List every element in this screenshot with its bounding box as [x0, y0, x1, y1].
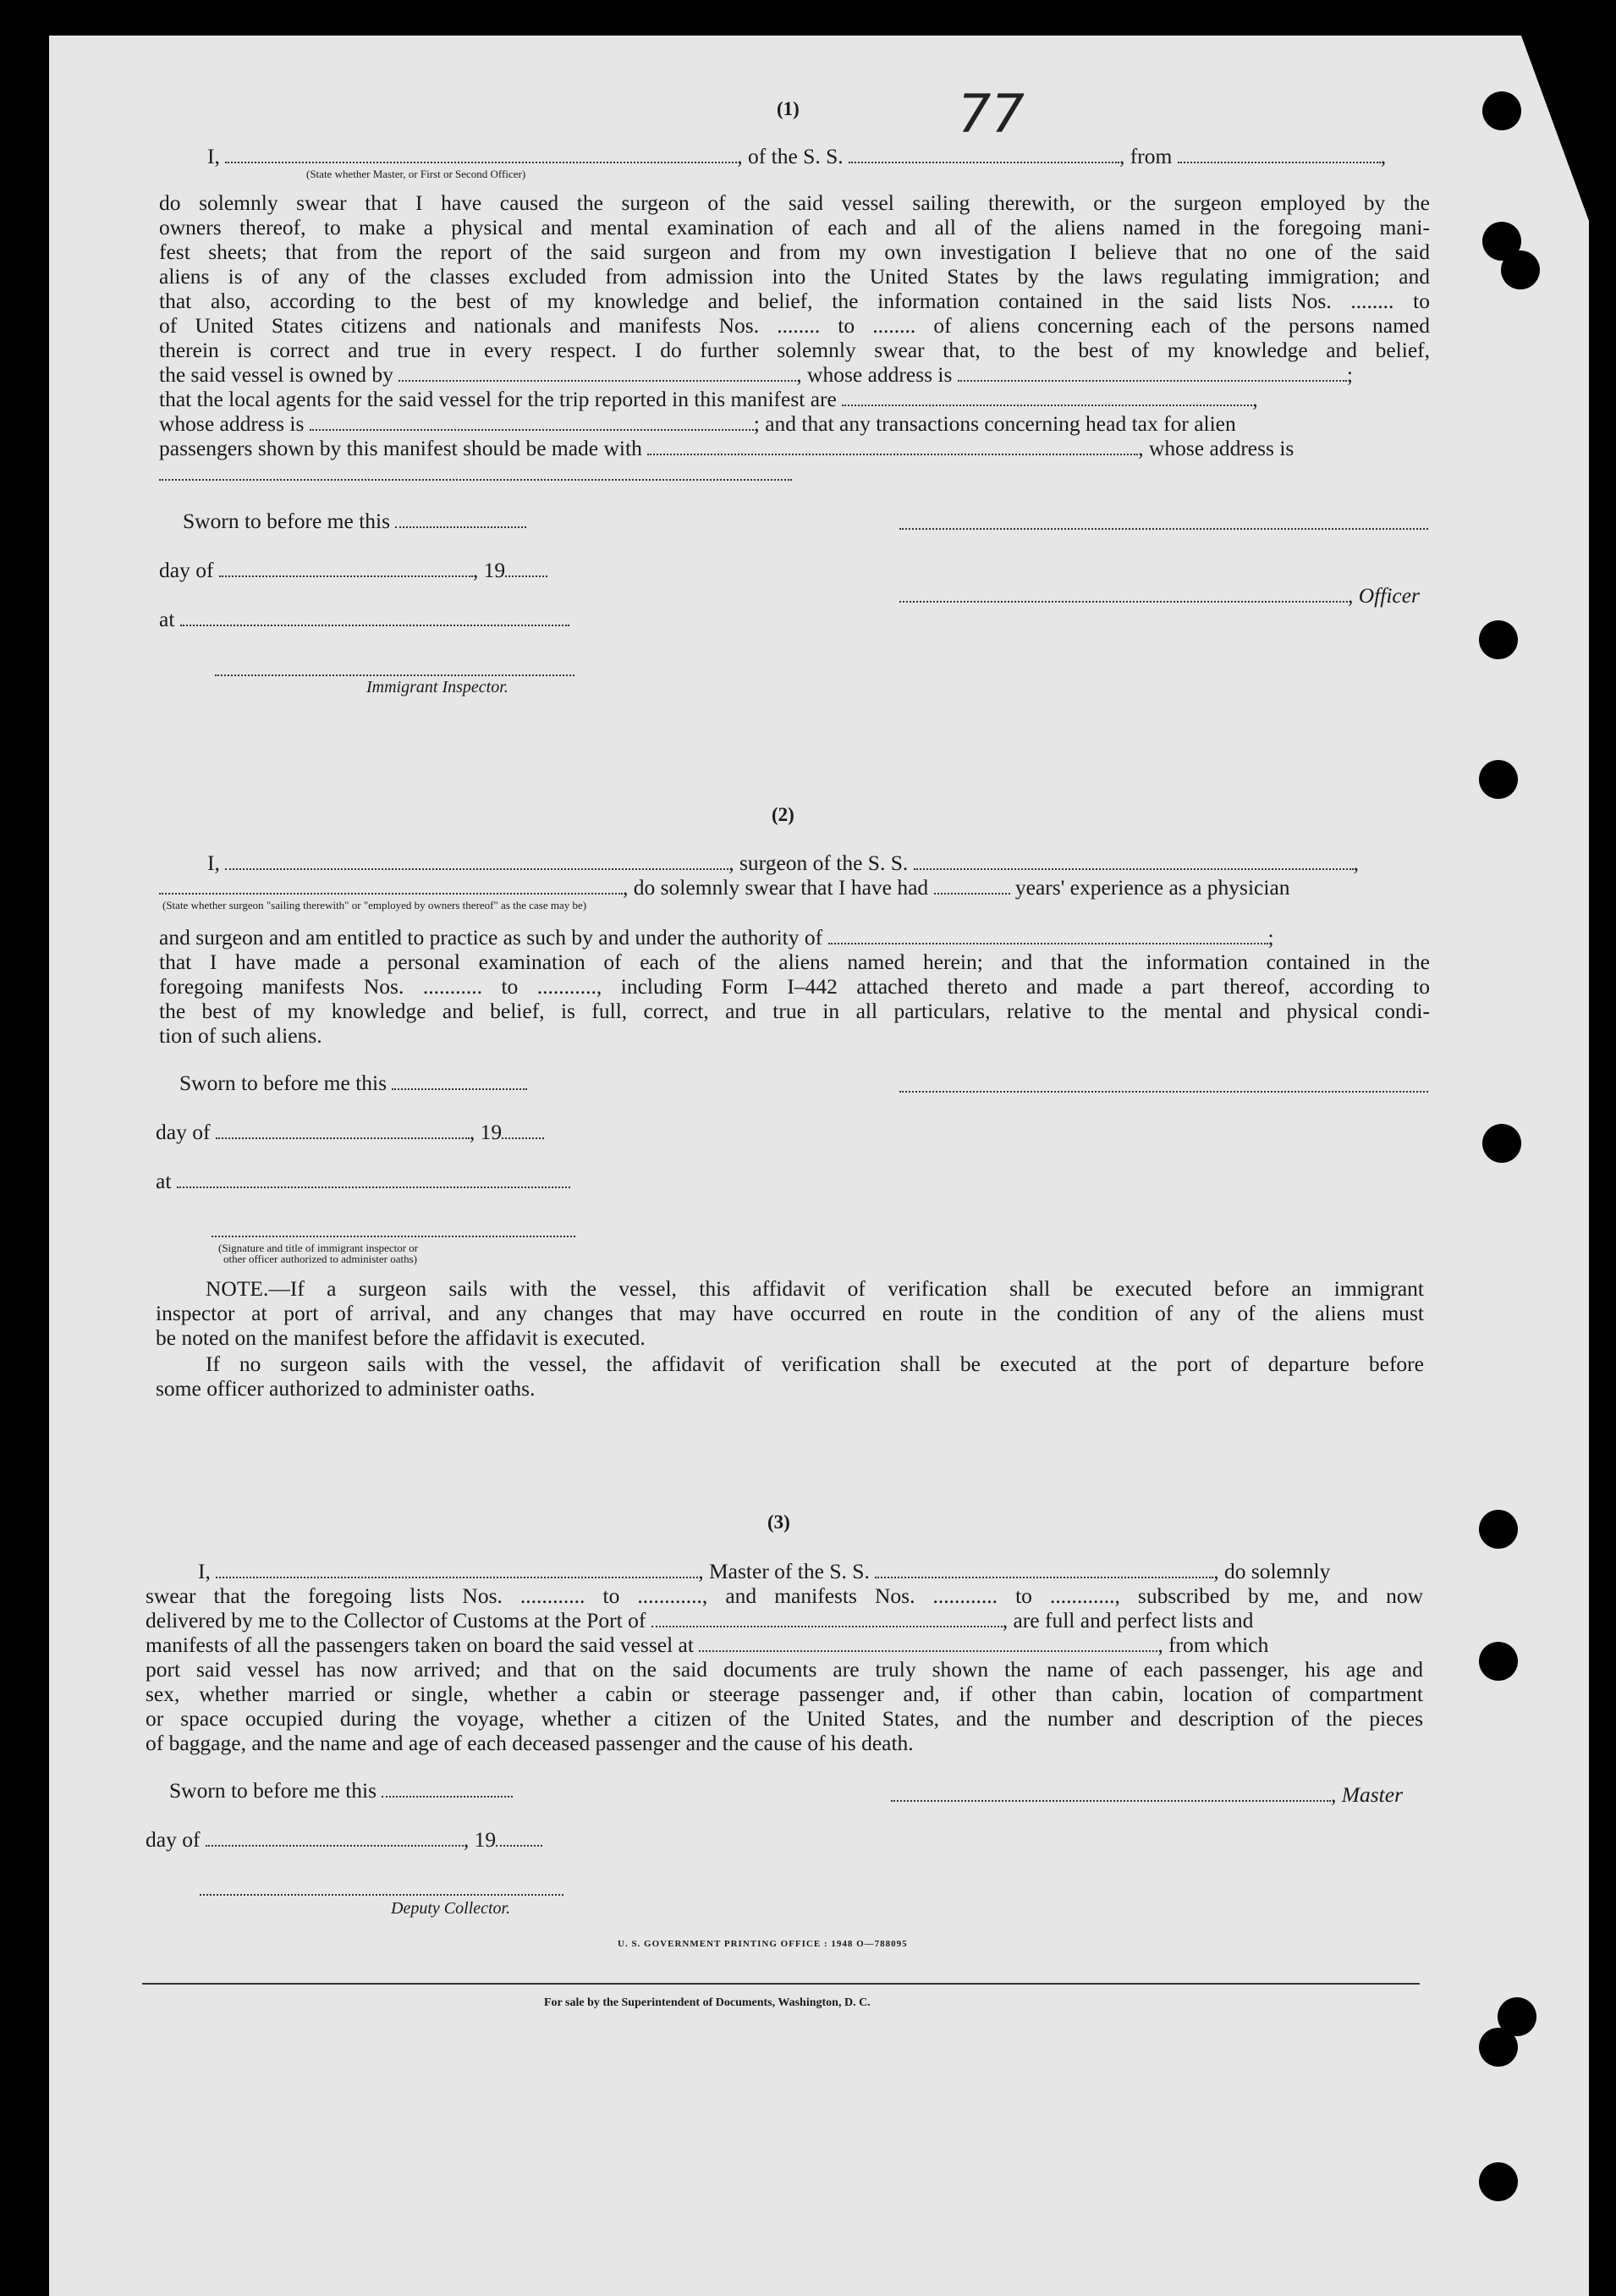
- s1-agents-field[interactable]: [842, 405, 1252, 406]
- s2-note-2: inspector at port of arrival, and any changes that may have occurred en route in the condition of any of the aliens must: [156, 1301, 1424, 1325]
- s2-years-label: years' experience as a physician: [1014, 875, 1290, 900]
- s2-body-2: that I have made a personal examination of each of the aliens named herein; and that the information contained in the: [159, 950, 1430, 974]
- s1-comma-2: ,: [1252, 387, 1258, 411]
- section-3-number: (3): [767, 1511, 790, 1533]
- punch-hole-5: [1479, 760, 1518, 799]
- s2-month-field[interactable]: [216, 1137, 470, 1139]
- s3-port-label: delivered by me to the Collector of Customs at the Port of: [146, 1608, 646, 1633]
- s3-body-7: of baggage, and the name and age of each deceased passenger and the cause of his death.: [146, 1731, 914, 1755]
- s1-comma: ,: [1380, 144, 1387, 168]
- s1-i-label: I,: [207, 144, 220, 168]
- s1-ss-label: , of the S. S.: [737, 144, 844, 168]
- s2-line1: [207, 851, 1359, 875]
- s1-agents-address-line: [159, 411, 1236, 436]
- punch-hole-10: [1479, 2028, 1518, 2067]
- s1-headtax-label: ; and that any transactions concerning head tax for alien: [753, 411, 1236, 436]
- s2-i-label: I,: [207, 851, 220, 875]
- s1-owner-address-field[interactable]: [958, 380, 1347, 382]
- s1-officer-signature-field-1[interactable]: [899, 528, 1428, 530]
- s1-address-label: whose address is: [159, 411, 305, 436]
- s2-note-3: be noted on the manifest before the affidavit is executed.: [156, 1325, 646, 1350]
- s1-from-field[interactable]: [1178, 162, 1381, 163]
- punch-hole-6: [1482, 1124, 1521, 1163]
- s2-vessel-field[interactable]: [914, 868, 1354, 870]
- punch-hole-3: [1501, 251, 1540, 289]
- s1-at-label: at: [159, 607, 175, 631]
- s1-body-7: therein is correct and true in every respect. I do further solemnly swear that, to the best of my knowledge and belief,: [159, 338, 1430, 362]
- s1-year-label: , 19: [472, 558, 506, 582]
- punch-hole-7: [1479, 1510, 1518, 1549]
- s1-owned-label: the said vessel is owned by: [159, 362, 393, 387]
- s3-body-1: swear that the foregoing lists Nos. ............ to ............, and manifests Nos. ............ to ............, subscribed by me, and now: [146, 1583, 1423, 1608]
- s3-vessel-field[interactable]: [875, 1577, 1213, 1578]
- s3-line1: [198, 1559, 1330, 1583]
- s3-boarded-at-field[interactable]: [699, 1650, 1157, 1652]
- s1-vessel-field[interactable]: [849, 162, 1119, 163]
- s1-officer-line: [899, 583, 1420, 608]
- s3-deputy-signature-field[interactable]: [200, 1894, 563, 1896]
- s1-year-field[interactable]: [505, 575, 547, 577]
- s1-month-field[interactable]: [219, 575, 473, 577]
- s1-body-6: of United States citizens and nationals and manifests Nos. ........ to ........ of aliens concerning each of the persons named: [159, 313, 1430, 338]
- s2-semi: ;: [1267, 925, 1274, 950]
- s3-from-which-label: , from which: [1157, 1633, 1269, 1657]
- s2-year-field[interactable]: [502, 1137, 544, 1139]
- s3-master-signature-field[interactable]: [891, 1800, 1331, 1802]
- s3-body-6: or space occupied during the voyage, whether a citizen of the United States, and the number and description of the pieces: [146, 1706, 1423, 1731]
- s1-officer-signature-field-2[interactable]: [899, 601, 1348, 603]
- s1-made-address-label: , whose address is: [1138, 436, 1294, 460]
- s2-body-3: foregoing manifests Nos. ........... to ..........., including Form I–442 attached thereto and made a part thereof, according to: [159, 974, 1430, 999]
- s3-master-line: [891, 1782, 1403, 1807]
- punch-hole-4: [1479, 620, 1518, 659]
- s2-sworn-label: Sworn to before me this: [179, 1071, 388, 1095]
- s1-made-line: [159, 436, 1294, 460]
- s2-comma: ,: [1353, 851, 1360, 875]
- s1-sworn-day-field[interactable]: [395, 526, 526, 528]
- s3-sworn-label: Sworn to before me this: [169, 1778, 377, 1803]
- s2-note-4: If no surgeon sails with the vessel, the affidavit of verification shall be executed at the port of departure before: [206, 1352, 1424, 1376]
- s2-body-4: the best of my knowledge and belief, is full, correct, and true in all particulars, relative to the mental and physical condi-: [159, 999, 1430, 1023]
- section-2-number: (2): [772, 804, 794, 825]
- s1-body-2: owners thereof, to make a physical and mental examination of each and all of the aliens named in the foregoing mani-: [159, 215, 1430, 240]
- s1-at-field[interactable]: [180, 625, 569, 626]
- s1-at-line: [159, 607, 569, 631]
- s3-body-3: [146, 1633, 1268, 1657]
- s3-year-label: , 19: [463, 1827, 497, 1852]
- s3-vessel-at-label: manifests of all the passengers taken on board the said vessel at: [146, 1633, 694, 1657]
- s1-made-label: passengers shown by this manifest should be made with: [159, 436, 642, 460]
- handwritten-page-number: 77: [958, 83, 1025, 145]
- s1-address-continued-field[interactable]: [159, 479, 792, 481]
- s1-owner-field[interactable]: [399, 380, 796, 382]
- s2-day-of-label: day of: [156, 1120, 211, 1144]
- s3-body-2: [146, 1608, 1253, 1633]
- s2-surgeon-name-field[interactable]: [225, 868, 728, 870]
- s2-surgeon-ss-label: , surgeon of the S. S.: [728, 851, 909, 875]
- s1-agents-label: that the local agents for the said vessel for the trip reported in this manifest are: [159, 387, 837, 411]
- footer-rule: [142, 1983, 1420, 1985]
- s3-month-field[interactable]: [206, 1845, 464, 1847]
- sale-line: For sale by the Superintendent of Documents, Washington, D. C.: [544, 1996, 871, 2009]
- s3-master-ss-label: , Master of the S. S.: [698, 1559, 870, 1583]
- s2-surgeon-type-field[interactable]: [159, 893, 623, 895]
- s2-sig-hint-1: (Signature and title of immigrant inspector or: [218, 1242, 419, 1254]
- s2-note-1: NOTE.—If a surgeon sails with the vessel, this affidavit of verification shall be executed before an immigrant: [206, 1276, 1424, 1301]
- s1-day-of-label: day of: [159, 558, 214, 582]
- s1-owned-address-label: , whose address is: [796, 362, 953, 387]
- s1-body-5: that also, according to the best of my knowledge and belief, the information contained in the said lists Nos. ........ to: [159, 289, 1430, 313]
- s1-from-label: , from: [1119, 144, 1173, 168]
- s2-inspector-signature-field[interactable]: [212, 1236, 575, 1237]
- s1-sworn-line: [183, 509, 526, 533]
- s2-year-label: , 19: [469, 1120, 503, 1144]
- s3-solemnly-label: , do solemnly: [1213, 1559, 1331, 1583]
- s3-sworn-day-field[interactable]: [382, 1796, 513, 1798]
- s1-made-with-field[interactable]: [647, 454, 1138, 455]
- s3-body-5: sex, whether married or single, whether a cabin or steerage passenger and, if other than cabin, location of compartment: [146, 1682, 1423, 1706]
- s1-semi: ;: [1346, 362, 1353, 387]
- s1-sworn-label: Sworn to before me this: [183, 509, 391, 533]
- s1-day-line: [159, 558, 547, 582]
- s2-body-1: [159, 925, 1274, 950]
- s2-swear-label: , do solemnly swear that I have had: [623, 875, 929, 900]
- s3-day-of-label: day of: [146, 1827, 201, 1852]
- s1-agents-address-field[interactable]: [310, 429, 754, 431]
- s3-deputy-label: Deputy Collector.: [391, 1899, 511, 1918]
- s3-master-label: , Master: [1331, 1782, 1403, 1807]
- s3-port-field[interactable]: [651, 1626, 1003, 1627]
- s1-inspector-label: Immigrant Inspector.: [366, 678, 508, 697]
- punch-hole-11: [1479, 2162, 1518, 2201]
- s2-at-line: [156, 1169, 570, 1193]
- s3-master-name-field[interactable]: [216, 1577, 698, 1578]
- s3-day-line: [146, 1827, 542, 1852]
- s3-sworn-line: [169, 1778, 513, 1803]
- s2-surgeon-signature-field[interactable]: [899, 1091, 1428, 1093]
- s1-body-1: do solemnly swear that I have caused the surgeon of the said vessel sailing therewith, or the surgeon employed by the: [159, 190, 1430, 215]
- s3-body-4: port said vessel has now arrived; and that on the said documents are truly shown the name of each passenger, his age and: [146, 1657, 1423, 1682]
- s2-sworn-line: [179, 1071, 527, 1095]
- punch-hole-1: [1482, 91, 1521, 130]
- s2-sworn-day-field[interactable]: [392, 1088, 527, 1090]
- s1-body-3: fest sheets; that from the report of the said surgeon and from my own investigation I believe that no one of the said: [159, 240, 1430, 264]
- s2-hint: (State whether surgeon "sailing therewith" or "employed by owners thereof" as the case may be): [162, 899, 587, 911]
- s2-sig-hint-2: other officer authorized to administer oaths): [223, 1253, 417, 1265]
- s1-hint: (State whether Master, or First or Second Officer): [306, 168, 526, 180]
- s3-lists-label: , are full and perfect lists and: [1002, 1608, 1254, 1633]
- s2-body-5: tion of such aliens.: [159, 1023, 322, 1048]
- s2-years-field[interactable]: [934, 893, 1010, 895]
- s2-note-5: some officer authorized to administer oaths.: [156, 1376, 536, 1401]
- s1-agents-line: [159, 387, 1258, 411]
- section-1-number: (1): [777, 98, 800, 119]
- s3-year-field[interactable]: [496, 1845, 542, 1847]
- s1-line1: [207, 144, 1386, 168]
- printing-office-line: U. S. GOVERNMENT PRINTING OFFICE : 1948 O—788095: [618, 1939, 908, 1949]
- s1-owned-line: [159, 362, 1353, 387]
- s3-i-label: I,: [198, 1559, 211, 1583]
- s2-authority-label: and surgeon and am entitled to practice as such by and under the authority of: [159, 925, 823, 950]
- s2-at-label: at: [156, 1169, 172, 1193]
- s1-officer-label: , Officer: [1348, 583, 1420, 608]
- s2-day-line: [156, 1120, 544, 1144]
- s2-line2: [159, 875, 1290, 900]
- s2-authority-field[interactable]: [828, 943, 1268, 944]
- s1-body-4: aliens is of any of the classes excluded from admission into the United States by the laws regulating immigration; and: [159, 264, 1430, 289]
- s2-at-field[interactable]: [177, 1187, 570, 1188]
- s1-officer-field[interactable]: [225, 162, 737, 163]
- punch-hole-8: [1479, 1642, 1518, 1681]
